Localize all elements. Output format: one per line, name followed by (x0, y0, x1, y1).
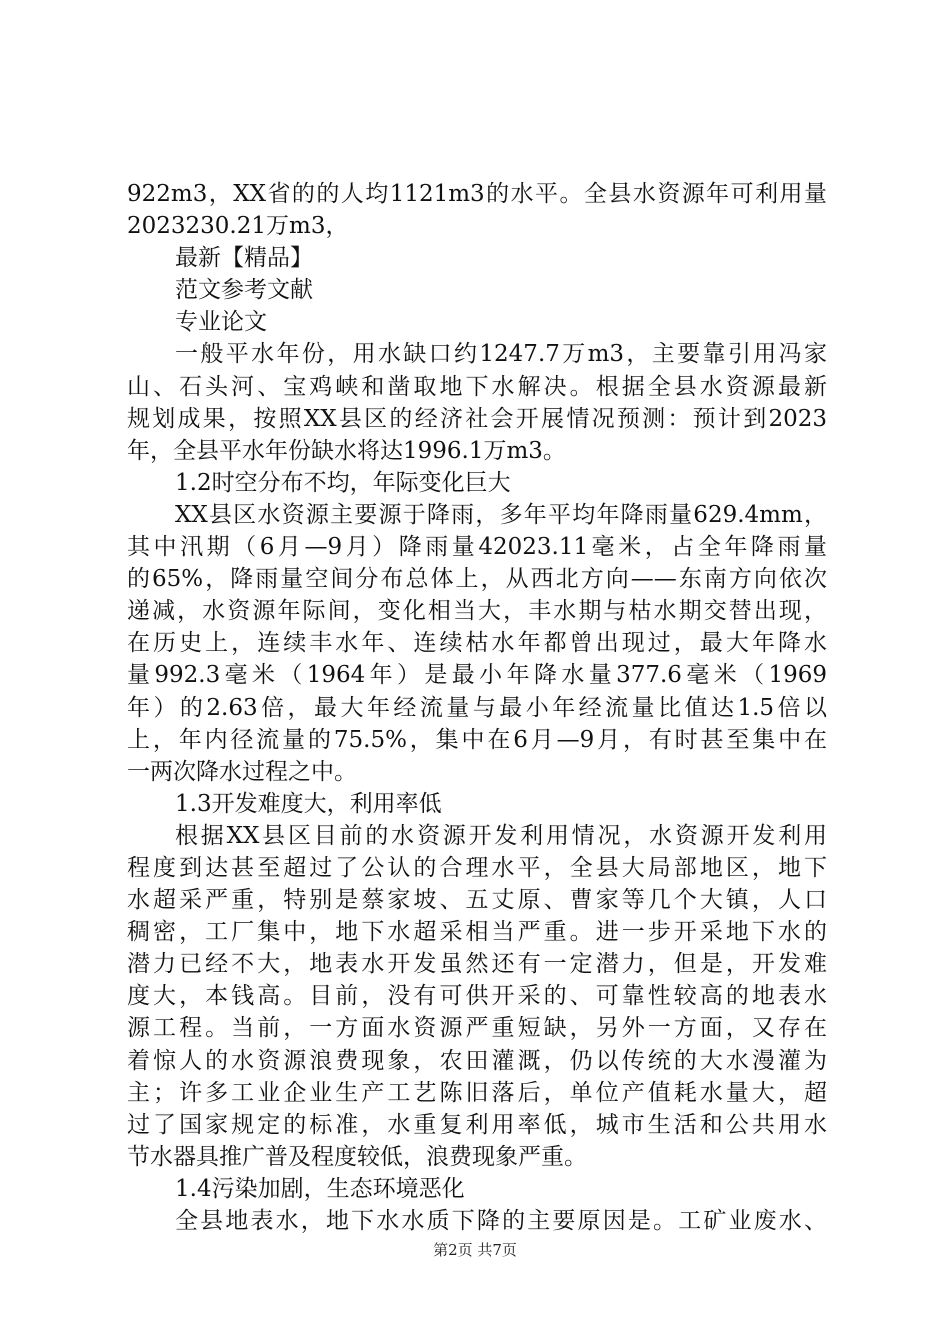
text-line: 年）的2.63倍，最大年经流量与最小年经流量比值达1.5倍以 (127, 694, 827, 721)
text-line: 规划成果，按照XX县区的经济社会开展情况预测：预计到2023 (127, 405, 827, 432)
text-line: 水超采严重，特别是蔡家坡、五丈原、曹家等几个大镇，人口 (127, 887, 827, 914)
text-line: 其中汛期（6月—9月）降雨量42023.11毫米，占全年降雨量 (127, 534, 827, 561)
text-line: 专业论文 (175, 309, 267, 336)
text-line: 山、石头河、宝鸡峡和凿取地下水解决。根据全县水资源最新 (127, 373, 827, 400)
text-line: 1.3开发难度大，利用率低 (175, 790, 442, 817)
text-line: 根据XX县区目前的水资源开发利用情况，水资源开发利用 (175, 822, 827, 849)
text-line: 在历史上，连续丰水年、连续枯水年都曾出现过，最大年降水 (127, 630, 827, 657)
text-line: 1.4污染加剧，生态环境恶化 (175, 1175, 465, 1202)
document-body (127, 178, 827, 1237)
text-line: 着惊人的水资源浪费现象，农田灌溉，仍以传统的大水漫灌为 (127, 1047, 827, 1074)
text-line: 主；许多工业企业生产工艺陈旧落后，单位产值耗水量大，超 (127, 1079, 827, 1106)
text-line: 2023230.21万m3， (127, 213, 349, 240)
text-line: 过了国家规定的标准，水重复利用率低，城市生活和公共用水 (127, 1111, 827, 1138)
text-line: 量992.3毫米（1964年）是最小年降水量377.6毫米（1969 (127, 662, 827, 689)
text-line: 节水器具推广普及程度较低，浪费现象严重。 (127, 1143, 587, 1170)
text-line: 上，年内径流量的75.5%，集中在6月—9月，有时甚至集中在 (127, 726, 827, 753)
text-line: 一般平水年份，用水缺口约1247.7万m3，主要靠引用冯家 (175, 341, 827, 368)
text-line: 稠密，工厂集中，地下水超采相当严重。进一步开采地下水的 (127, 919, 827, 946)
text-line: 922m3，XX省的的人均1121m3的水平。全县水资源年可利用量 (127, 181, 827, 207)
text-line: 递减，水资源年际间，变化相当大，丰水期与枯水期交替出现， (127, 598, 827, 625)
text-line: XX县区水资源主要源于降雨，多年平均年降雨量629.4mm， (175, 501, 827, 528)
text-line: 一两次降水过程之中。 (127, 758, 357, 785)
text-line: 程度到达甚至超过了公认的合理水平，全县大局部地区，地下 (127, 854, 827, 881)
text-line: 年，全县平水年份缺水将达1996.1万m3。 (127, 437, 566, 464)
text-line: 范文参考文献 (175, 277, 313, 304)
text-line: 源工程。当前，一方面水资源严重短缺，另外一方面，又存在 (127, 1015, 827, 1042)
text-line: 全县地表水，地下水水质下降的主要原因是。工矿业废水、 (175, 1208, 827, 1234)
text-line: 度大，本钱高。目前，没有可供开采的、可靠性较高的地表水 (127, 983, 827, 1010)
page-footer: 第2页 共7页 (433, 1241, 517, 1259)
text-line: 1.2时空分布不均，年际变化巨大 (175, 469, 511, 496)
text-line: 潜力已经不大，地表水开发虽然还有一定潜力，但是，开发难 (127, 951, 827, 978)
text-line: 最新【精品】 (175, 245, 313, 272)
text-line: 的65%，降雨量空间分布总体上，从西北方向——东南方向依次 (127, 566, 827, 593)
